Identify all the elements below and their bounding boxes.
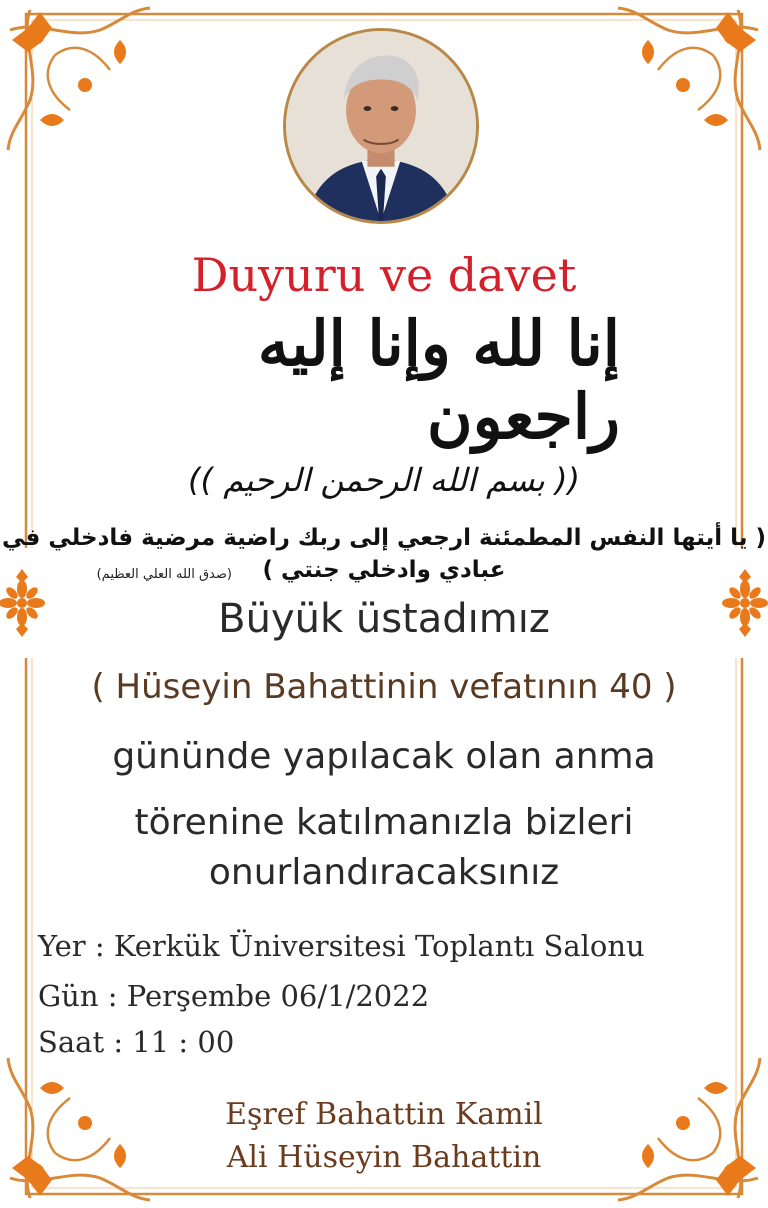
- event-day: Gün : Perşembe 06/1/2022: [38, 979, 430, 1013]
- message-line-5: onurlandıracaksınız: [208, 852, 560, 893]
- message-line-3: gününde yapılacak olan anma: [112, 736, 656, 777]
- corner-ornament-top-right: [618, 8, 760, 150]
- quran-verse: ( يا أيتها النفس المطمئنة ارجعي إلى ربك راضية مرضية فادخلي في عبادي وادخلي جنتي ): [2, 525, 766, 583]
- message-line-4: törenine katılmanızla bizleri: [134, 802, 634, 843]
- page-title: Duyuru ve davet: [191, 248, 577, 302]
- signature-name: Ali Hüseyin Bahattin: [226, 1140, 542, 1175]
- arabic-calligraphy: إنا لله وإنا إليه راجعون: [257, 306, 620, 453]
- signature-name: Eşref Bahattin Kamil: [225, 1097, 543, 1132]
- event-time: Saat : 11 : 00: [38, 1025, 235, 1059]
- verse-closing: (صدق الله العلي العظيم): [96, 567, 232, 582]
- message-line-1: Büyük üstadımız: [218, 596, 550, 642]
- bismillah-text: (( بسم الله الرحمن الرحيم )): [188, 461, 580, 499]
- portrait-photo: [283, 28, 479, 224]
- corner-ornament-top-left: [8, 8, 150, 150]
- message-line-2: ( Hüseyin Bahattinin vefatının 40 ): [91, 667, 677, 707]
- event-place: Yer : Kerkük Üniversitesi Toplantı Salonu: [38, 929, 645, 963]
